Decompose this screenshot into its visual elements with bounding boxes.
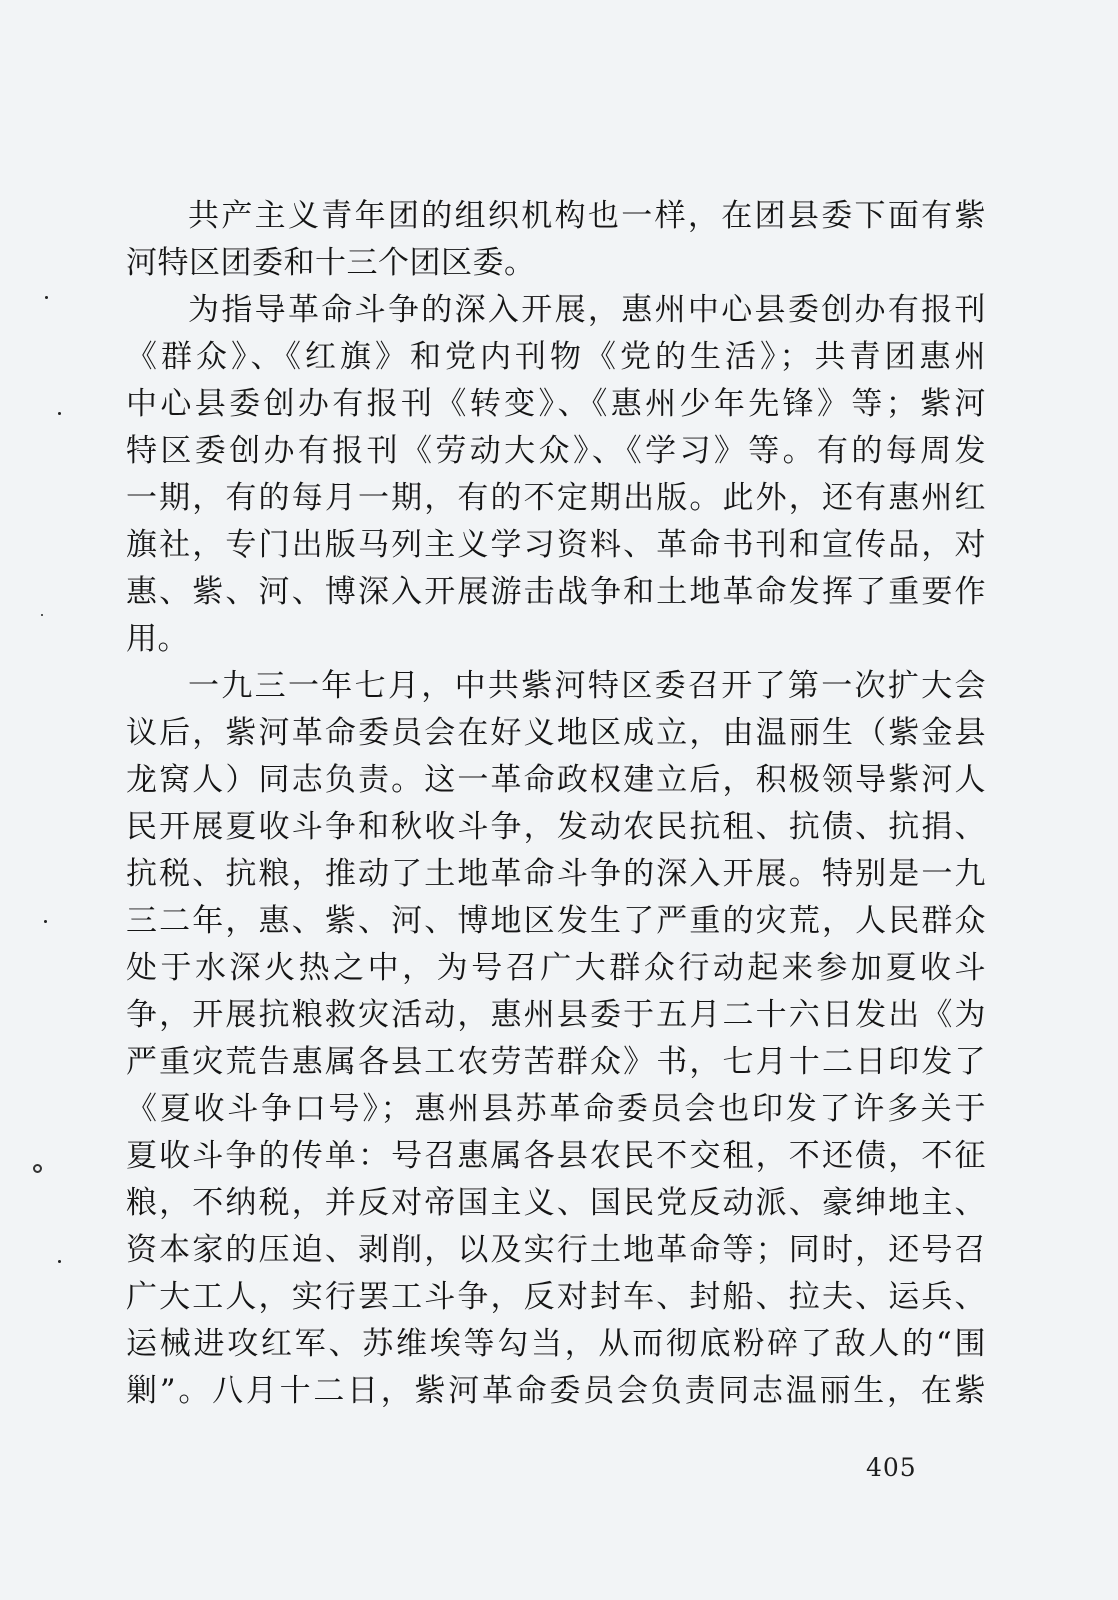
text-line: 议后，紫河革命委员会在好义地区成立，由温丽生（紫金县 bbox=[126, 715, 986, 751]
text-line: 处于水深火热之中，为号召广大群众行动起来参加夏收斗 bbox=[126, 950, 986, 986]
scan-speck bbox=[58, 412, 61, 415]
text-line: 三二年，惠、紫、河、博地区发生了严重的灾荒，人民群众 bbox=[126, 903, 986, 939]
text-line: 《夏收斗争口号》；惠州县苏革命委员会也印发了许多关于 bbox=[126, 1091, 986, 1127]
text-line: 运械进攻红军、苏维埃等勾当，从而彻底粉碎了敌人的“围 bbox=[126, 1326, 986, 1362]
text-line: 民开展夏收斗争和秋收斗争，发动农民抗租、抗债、抗捐、 bbox=[126, 809, 986, 845]
text-line: 剿”。八月十二日，紫河革命委员会负责同志温丽生，在紫 bbox=[126, 1373, 986, 1409]
text-line: 惠、紫、河、博深入开展游击战争和土地革命发挥了重要作 bbox=[126, 574, 986, 610]
text-line: 一期，有的每月一期，有的不定期出版。此外，还有惠州红 bbox=[126, 480, 986, 516]
scan-speck bbox=[45, 296, 48, 299]
text-line: 龙窝人）同志负责。这一革命政权建立后，积极领导紫河人 bbox=[126, 762, 986, 798]
scan-speck bbox=[44, 920, 47, 923]
text-line: 旗社，专门出版马列主义学习资料、革命书刊和宣传品，对 bbox=[126, 527, 986, 563]
text-line: 争，开展抗粮救灾活动，惠州县委于五月二十六日发出《为 bbox=[126, 997, 986, 1033]
page-number: 405 bbox=[866, 1453, 917, 1482]
text-line: 抗税、抗粮，推动了土地革命斗争的深入开展。特别是一九 bbox=[126, 856, 986, 892]
text-line: 用。 bbox=[126, 621, 189, 657]
text-line: 严重灾荒告惠属各县工农劳苦群众》书，七月十二日印发了 bbox=[126, 1044, 986, 1080]
text-line: 粮，不纳税，并反对帝国主义、国民党反动派、豪绅地主、 bbox=[126, 1185, 986, 1221]
body-text bbox=[126, 193, 986, 1415]
text-line: 资本家的压迫、剥削，以及实行土地革命等；同时，还号召 bbox=[126, 1232, 986, 1268]
text-line: 广大工人，实行罢工斗争，反对封车、封船、拉夫、运兵、 bbox=[126, 1279, 986, 1315]
scan-ring-mark bbox=[33, 1164, 42, 1173]
text-line: 河特区团委和十三个团区委。 bbox=[126, 245, 536, 281]
text-line: 特区委创办有报刊《劳动大众》、《学习》等。有的每周发 bbox=[126, 433, 986, 469]
text-line: 《群众》、《红旗》和党内刊物《党的生活》；共青团惠州 bbox=[126, 339, 986, 375]
text-line: 一九三一年七月，中共紫河特区委召开了第一次扩大会 bbox=[188, 668, 986, 704]
text-line: 夏收斗争的传单：号召惠属各县农民不交租，不还债，不征 bbox=[126, 1138, 986, 1174]
scan-speck bbox=[41, 614, 43, 616]
text-line: 为指导革命斗争的深入开展，惠州中心县委创办有报刊 bbox=[188, 292, 986, 328]
text-line: 中心县委创办有报刊《转变》、《惠州少年先锋》等；紫河 bbox=[126, 386, 986, 422]
text-line: 共产主义青年团的组织机构也一样，在团县委下面有紫 bbox=[188, 198, 986, 234]
scan-speck bbox=[58, 1260, 61, 1263]
